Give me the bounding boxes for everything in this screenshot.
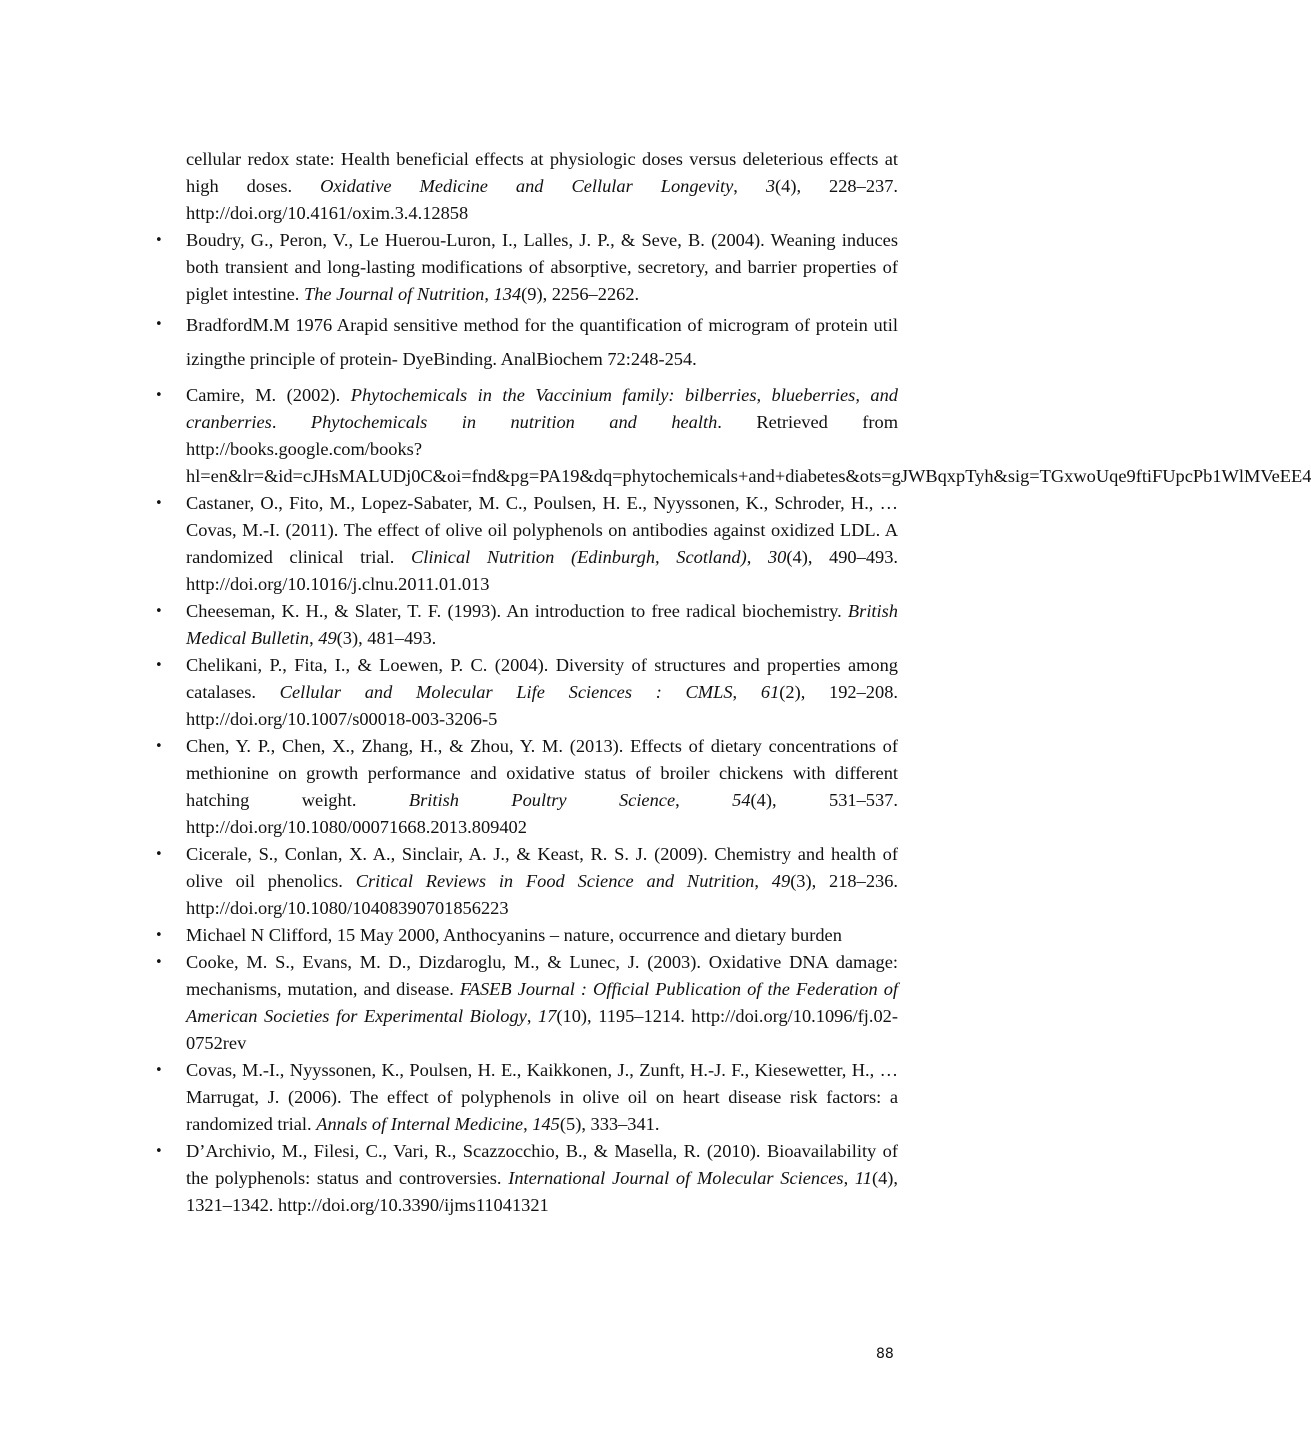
reference-italic-text: British Poultry Science [408,790,676,810]
reference-text: , [843,1168,855,1188]
page-number: 88 [876,1346,894,1362]
reference-italic-text: 11 [854,1168,872,1188]
reference-entry [186,490,898,598]
reference-text: . [271,412,311,432]
reference-text: , [733,176,766,196]
reference-text: Cheeseman, K. H., & Slater, T. F. (1993). An introduction to free radical biochemistry. [186,601,848,621]
reference-text: (3), 218–236. http://doi.org/10.1080/10408390701856223 [186,871,899,918]
reference-text: (4), 228–237. http://doi.org/10.4161/oxim.3.4.12858 [186,176,898,223]
reference-text: . Retrieved from http://books.google.com/books?hl=en&lr=&id=cJHsMALUDj0C&oi=fnd&pg=PA19&dq=phytochemicals+and+diabetes&ots=gJWBqxpTyh&sig=TGxwoUqe9ftiFUpcPb1WlMVeEE4 [186,412,1311,486]
reference-text: , [732,682,761,702]
reference-entry [186,1057,898,1138]
reference-italic-text: 17 [538,1006,557,1026]
reference-italic-text: The Journal of Nutrition [304,284,485,304]
reference-text: , [526,1006,539,1026]
reference-text: cellular redox state: Health beneficial effects at physiologic doses versus deleterious effects at high doses. [186,149,898,196]
reference-italic-text: 54 [732,790,751,810]
reference-text: Boudry, G., Peron, V., Le Huerou-Luron, I., Lalles, J. P., & Seve, B. (2004). Weaning induces both transient and long-lasting modifications of absorptive, secretory, and barrier properties of piglet intestine. [186,230,898,304]
reference-entry [186,227,898,308]
reference-text: Covas, M.-I., Nyyssonen, K., Poulsen, H. E., Kaikkonen, J., Zunft, H.-J. F., Kiesewetter, H., … Marrugat, J. (2006). The effect of polyphenols in olive oil on heart disease risk factors: a randomized trial. [186,1060,898,1134]
reference-text: Chen, Y. P., Chen, X., Zhang, H., & Zhou, Y. M. (2013). Effects of dietary concentrations of methionine on growth performance and oxidative status of broiler chickens with different hatching weight. [186,736,898,810]
reference-entry [186,733,898,841]
reference-italic-text: British Medical Bulletin [186,601,898,648]
reference-text: Cooke, M. S., Evans, M. D., Dizdaroglu, M., & Lunec, J. (2003). Oxidative DNA damage: mechanisms, mutation, and disease. [186,952,898,999]
reference-entry [186,922,898,949]
reference-text: BradfordM.M 1976 Arapid sensitive method for the quantification of microgram of protein util izingthe principle of protein- DyeBinding. AnalBiochem 72:248-254. [186,315,898,369]
reference-italic-text: Oxidative Medicine and Cellular Longevity [320,176,734,196]
reference-entry [186,382,1311,490]
reference-text: (10), 1195–1214. http://doi.org/10.1096/fj.02-0752rev [186,1006,898,1053]
reference-italic-text: 49 [318,628,337,648]
reference-text: (4), 1321–1342. http://doi.org/10.3390/ijms11041321 [186,1168,898,1215]
reference-text: , [746,547,768,567]
reference-italic-text: Phytochemicals in nutrition and health [310,412,718,432]
reference-italic-text: Cellular and Molecular Life Sciences : CMLS [279,682,733,702]
reference-entry [186,1138,898,1219]
reference-italic-text: 49 [771,871,791,891]
reference-text: (4), 531–537. http://doi.org/10.1080/00071668.2013.809402 [186,790,898,837]
reference-entry [186,841,898,922]
reference-text: (2), 192–208. http://doi.org/10.1007/s00018-003-3206-5 [186,682,898,729]
reference-text: D’Archivio, M., Filesi, C., Vari, R., Scazzocchio, B., & Masella, R. (2010). Bioavailability of the polyphenols: status and controversies. [186,1141,898,1188]
reference-text: , [523,1114,533,1134]
reference-entry [186,652,898,733]
reference-text: Camire, M. (2002). [186,385,351,405]
reference-italic-text: 3 [765,176,776,196]
reference-text: Michael N Clifford, 15 May 2000, Anthocyanins – nature, occurrence and dietary burden [186,925,842,945]
reference-italic-text: 30 [767,547,787,567]
reference-italic-text: 145 [532,1114,560,1134]
reference-entry [186,949,898,1057]
reference-italic-text: Annals of Internal Medicine [316,1114,524,1134]
reference-italic-text: International Journal of Molecular Sciences [508,1168,844,1188]
reference-text: , [309,628,319,648]
reference-italic-text: 61 [760,682,780,702]
reference-italic-text: 134 [493,284,522,304]
reference-text: (9), 2256–2262. [521,284,640,304]
reference-text: (5), 333–341. [559,1114,660,1134]
reference-italic-text: Clinical Nutrition (Edinburgh, Scotland) [411,547,747,567]
reference-entry [186,146,898,227]
reference-text: Cicerale, S., Conlan, X. A., Sinclair, A. J., & Keast, R. S. J. (2009). Chemistry and health of olive oil phenolics. [186,844,898,891]
reference-text: (3), 481–493. [336,628,437,648]
reference-text: Castaner, O., Fito, M., Lopez-Sabater, M. C., Poulsen, H. E., Nyyssonen, K., Schroder, H., … Covas, M.-I. (2011). The effect of olive oil polyphenols on antibodies against oxidized LDL. A randomized clinical trial. [186,493,898,567]
reference-italic-text: FASEB Journal : Official Publication of the Federation of American Societies for Experimental Biology [186,979,898,1026]
reference-text: , [484,284,494,304]
reference-entry [186,308,898,376]
reference-italic-text: Phytochemicals in the Vaccinium family: bilberries, blueberries, and cranberries [186,385,898,432]
reference-text: , [754,871,772,891]
reference-text: , [675,790,733,810]
reference-italic-text: Critical Reviews in Food Science and Nutrition [355,871,755,891]
reference-text: Chelikani, P., Fita, I., & Loewen, P. C. (2004). Diversity of structures and properties among catalases. [186,655,898,702]
reference-list [186,146,1311,1219]
reference-text: (4), 490–493. http://doi.org/10.1016/j.clnu.2011.01.013 [186,547,898,594]
reference-entry [186,598,898,652]
